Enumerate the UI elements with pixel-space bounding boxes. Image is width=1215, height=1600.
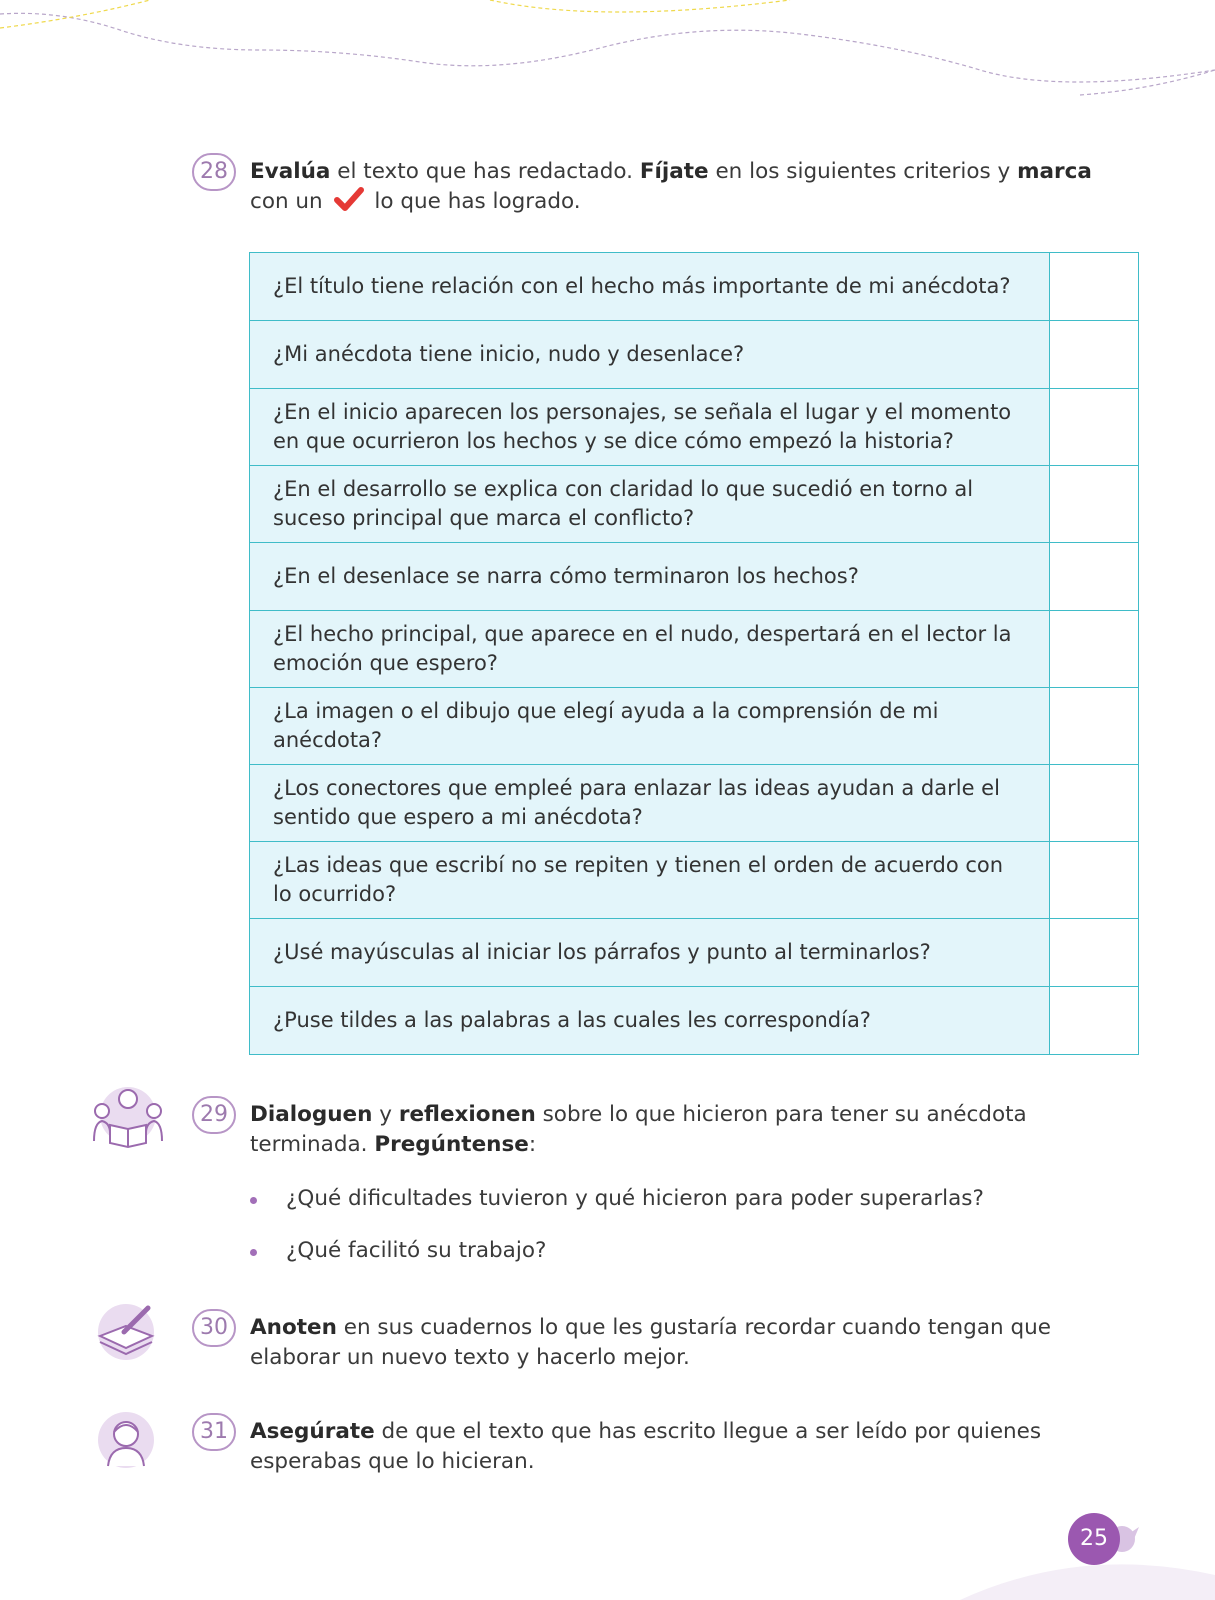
table-row bbox=[250, 543, 1139, 611]
evaluation-checklist-table bbox=[249, 252, 1139, 1055]
table-row bbox=[250, 321, 1139, 389]
bullet-icon bbox=[250, 1197, 257, 1204]
question-number-badge: 29 bbox=[192, 1096, 236, 1134]
checkmark-icon bbox=[334, 186, 364, 212]
check-box[interactable] bbox=[1050, 688, 1139, 765]
criterion-text: ¿En el inicio aparecen los personajes, se señala el lugar y el momento en que ocurrieron los hechos y se dice cómo empezó la historia? bbox=[250, 389, 1050, 466]
check-box[interactable] bbox=[1050, 987, 1139, 1055]
check-box[interactable] bbox=[1050, 543, 1139, 611]
check-box[interactable] bbox=[1050, 611, 1139, 688]
criterion-text: ¿El título tiene relación con el hecho más importante de mi anécdota? bbox=[250, 253, 1050, 321]
criterion-text: ¿La imagen o el dibujo que elegí ayuda a la comprensión de mi anécdota? bbox=[250, 688, 1050, 765]
list-item: ¿Qué dificultades tuvieron y qué hicieron para poder superarlas? bbox=[250, 1181, 984, 1233]
criterion-text: ¿Usé mayúsculas al iniciar los párrafos y punto al terminarlos? bbox=[250, 919, 1050, 987]
check-box[interactable] bbox=[1050, 842, 1139, 919]
table-row bbox=[250, 688, 1139, 765]
table-row bbox=[250, 987, 1139, 1055]
notebook-writing-icon bbox=[94, 1302, 158, 1360]
criterion-text: ¿Puse tildes a las palabras a las cuales les correspondía? bbox=[250, 987, 1050, 1055]
check-box[interactable] bbox=[1050, 765, 1139, 842]
check-box[interactable] bbox=[1050, 389, 1139, 466]
criterion-text: ¿El hecho principal, que aparece en el nudo, despertará en el lector la emoción que espero? bbox=[250, 611, 1050, 688]
table-row bbox=[250, 611, 1139, 688]
question-number-badge: 31 bbox=[192, 1413, 236, 1451]
check-box[interactable] bbox=[1050, 321, 1139, 389]
bullet-icon bbox=[250, 1249, 257, 1256]
criterion-text: ¿Los conectores que empleé para enlazar las ideas ayudan a darle el sentido que espero a mi anécdota? bbox=[250, 765, 1050, 842]
student-icon bbox=[96, 1410, 156, 1470]
page-number: 25 bbox=[1068, 1513, 1120, 1565]
table-row bbox=[250, 919, 1139, 987]
question-31-instruction: Asegúrate de que el texto que has escrito llegue a ser leído por quienes esperabas que lo hicieran. bbox=[250, 1419, 1042, 1474]
question-28-instruction: Evalúa el texto que has redactado. Fíjate en los siguientes criterios y marca con un lo que has logrado. bbox=[250, 159, 1092, 214]
group-reading-icon bbox=[88, 1085, 168, 1149]
criterion-text: ¿Mi anécdota tiene inicio, nudo y desenlace? bbox=[250, 321, 1050, 389]
table-row bbox=[250, 466, 1139, 543]
question-29-instruction: Dialoguen y reflexionen sobre lo que hicieron para tener su anécdota terminada. Pregúntense: bbox=[250, 1102, 1027, 1157]
check-box[interactable] bbox=[1050, 919, 1139, 987]
criterion-text: ¿En el desenlace se narra cómo terminaron los hechos? bbox=[250, 543, 1050, 611]
reflection-question-list bbox=[250, 1181, 984, 1285]
question-number-badge: 28 bbox=[192, 153, 236, 191]
table-row bbox=[250, 765, 1139, 842]
check-box[interactable] bbox=[1050, 466, 1139, 543]
table-row bbox=[250, 842, 1139, 919]
table-row bbox=[250, 253, 1139, 321]
question-30-instruction: Anoten en sus cuadernos lo que les gustaría recordar cuando tengan que elaborar un nuevo texto y hacerlo mejor. bbox=[250, 1315, 1051, 1370]
check-box[interactable] bbox=[1050, 253, 1139, 321]
list-item: ¿Qué facilitó su trabajo? bbox=[250, 1233, 984, 1285]
table-row bbox=[250, 389, 1139, 466]
criterion-text: ¿Las ideas que escribí no se repiten y tienen el orden de acuerdo con lo ocurrido? bbox=[250, 842, 1050, 919]
question-number-badge: 30 bbox=[192, 1309, 236, 1347]
decorative-wave-lines bbox=[0, 0, 1215, 110]
criterion-text: ¿En el desarrollo se explica con claridad lo que sucedió en torno al suceso principal que marca el conflicto? bbox=[250, 466, 1050, 543]
